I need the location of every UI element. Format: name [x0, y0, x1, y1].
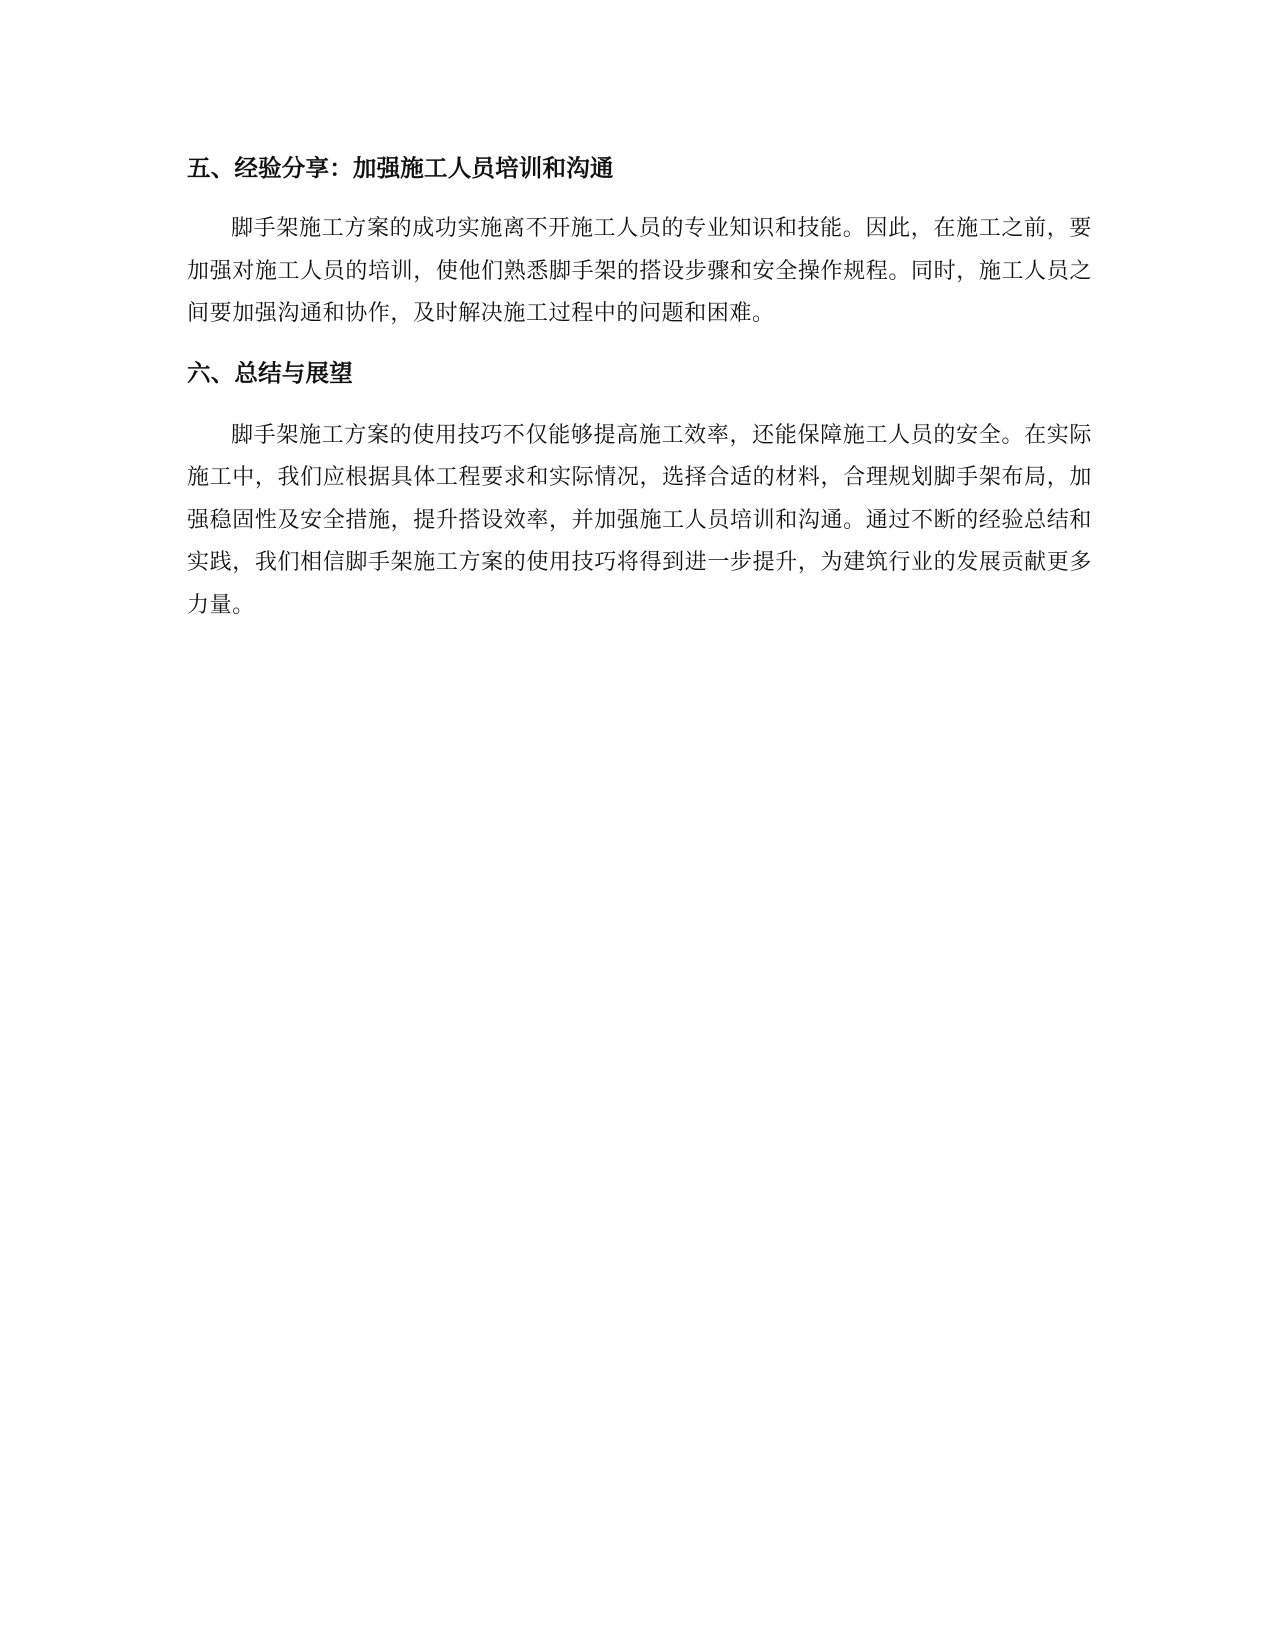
section-heading-summary-outlook: 六、总结与展望: [187, 358, 353, 387]
document-content: [187, 148, 1092, 627]
section-heading-experience-sharing: 五、经验分享：加强施工人员培训和沟通: [187, 154, 614, 182]
section-paragraph-experience-sharing: 脚手架施工方案的成功实施离不开施工人员的专业知识和技能。因此，在施工之前，要加强对施工人员的培训，使他们熟悉脚手架的搭设步骤和安全操作规程。同时，施工人员之间要加强沟通和协作，及时解决施工过程中的问题和困难。: [187, 216, 1092, 326]
section-paragraph-summary-outlook: 脚手架施工方案的使用技巧不仅能够提高施工效率，还能保障施工人员的安全。在实际施工中，我们应根据具体工程要求和实际情况，选择合适的材料，合理规划脚手架布局，加强稳固性及安全措施，提升搭设效率，并加强施工人员培训和沟通。通过不断的经验总结和实践，我们相信脚手架施工方案的使用技巧将得到进一步提升，为建筑行业的发展贡献更多力量。: [187, 422, 1092, 618]
